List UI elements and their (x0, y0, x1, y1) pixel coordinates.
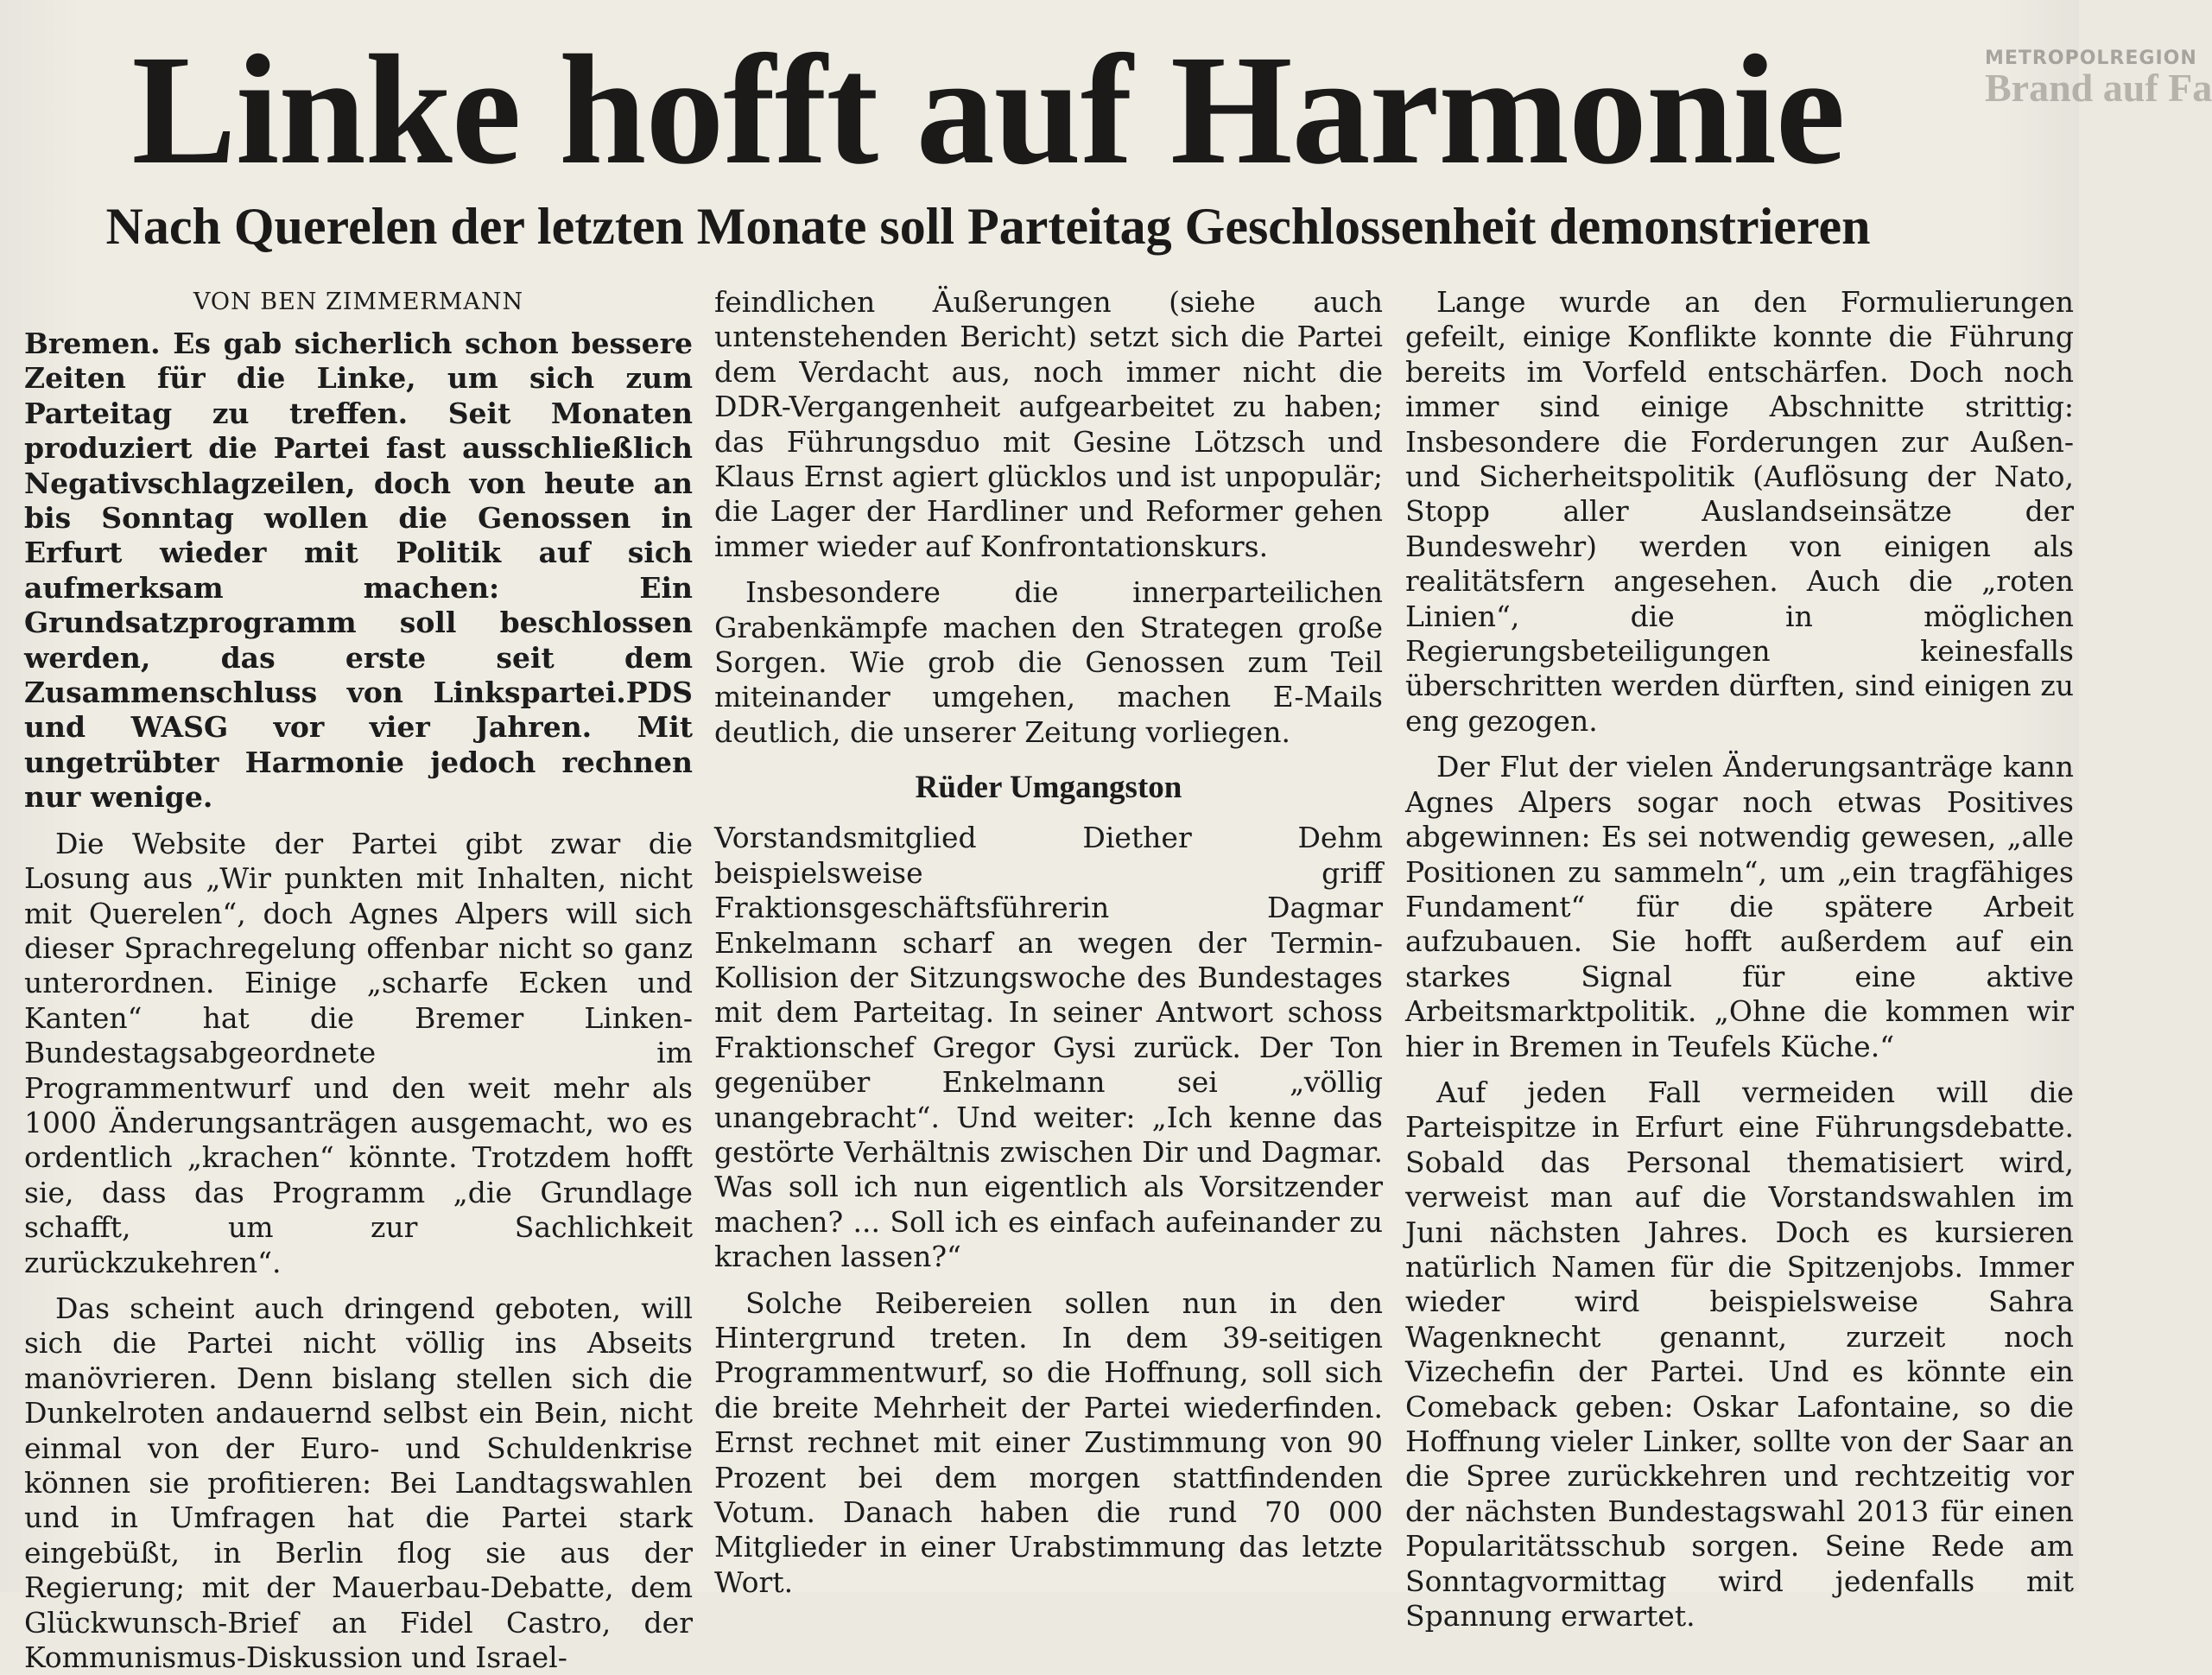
article-paragraph: Die Website der Partei gibt zwar die Losung aus „Wir punkten mit Inhalten, nicht mit Querelen“, doch Agnes Alpers will sich dieser Sprachregelung offenbar nicht so ganz unterordnen. Einige „scharfe Ecken und Kanten“ hat die Bremer Linken-Bundestagsabgeordnete im Programmentwurf und den weit mehr als 1000 Änderungsanträgen ausgemacht, wo es ordentlich „krachen“ könnte. Trotzdem hofft sie, dass das Programm „die Grundlage schafft, um zur Sachlichkeit zurückzukehren“. (24, 826, 693, 1279)
article-paragraph: feindlichen Äußerungen (siehe auch untenstehenden Bericht) setzt sich die Partei dem Verdacht aus, noch immer nicht die DDR-Vergangenheit aufgearbeitet zu haben; das Führungsduo mit Gesine Lötzsch und Klaus Ernst agiert glücklos und ist unpopulär; die Lager der Hardliner und Reformer gehen immer wieder auf Konfrontationskurs. (714, 285, 1383, 563)
adjacent-headline: Brand auf Fa (1985, 66, 2212, 110)
article-subheadline: Nach Querelen der letzten Monate soll Parteitag Geschlossenheit demonstrieren (105, 198, 1871, 255)
article-paragraph: Insbesondere die innerparteilichen Grabenkämpfe machen den Strategen große Sorgen. Wie grob die Genossen zum Teil miteinander umgehen, machen E-Mails deutlich, die unserer Zeitung vorliegen. (714, 575, 1383, 749)
article-intertitle: Rüder Umgangston (915, 770, 1182, 806)
article-lead: Bremen. Es gab sicherlich schon bessere Zeiten für die Linke, um sich zum Parteitag zu treffen. Seit Monaten produziert die Partei fast ausschließlich Negativschlagzeilen, doch von heute an bis Sonntag wollen die Genossen in Erfurt wieder mit Politik auf sich aufmerksam machen: Ein Grundsatzprogramm soll beschlossen werden, das erste seit dem Zusammenschluss von Linkspartei.PDS und WASG vor vier Jahren. Mit ungetrübter Harmonie jedoch rechnen nur wenige. (24, 327, 693, 815)
article-paragraph: Vorstandsmitglied Diether Dehm beispielsweise griff Fraktionsgeschäftsführerin Dagmar Enkelmann scharf an wegen der Termin-Kollision der Sitzungswoche des Bundestages mit dem Parteitag. In seiner Antwort schoss Fraktionschef Gregor Gysi zurück. Der Ton gegenüber Enkelmann sei „völlig unangebracht“. Und weiter: „Ich kenne das gestörte Verhältnis zwischen Dir und Dagmar. Was soll ich nun eigentlich als Vorsitzender machen? ... Soll ich es einfach aufeinander zu krachen lassen?“ (714, 821, 1383, 1274)
article-paragraph: Auf jeden Fall vermeiden will die Parteispitze in Erfurt eine Führungsdebatte. Sobald das Personal thematisiert wird, verweist man auf die Vorstandswahlen im Juni nächsten Jahres. Doch es kursieren natürlich Namen für die Spitzenjobs. Immer wieder wird beispielsweise Sahra Wagenknecht genannt, zurzeit noch Vizechefin der Partei. Und es könnte ein Comeback geben: Oskar Lafontaine, so die Hoffnung vieler Linker, sollte von der Saar an die Spree zurückkehren und rechtzeitig vor der nächsten Bundestagswahl 2013 für einen Popularitätsschub sorgen. Seine Rede am Sonntagvormittag wird jedenfalls mit Spannung erwartet. (1405, 1075, 2074, 1634)
article-paragraph: Das scheint auch dringend geboten, will sich die Partei nicht völlig ins Abseits manövrieren. Denn bislang stellen sich die Dunkelroten andauernd selbst ein Bein, nicht einmal von der Euro- und Schuldenkrise können sie profitieren: Bei Landtagswahlen und in Umfragen hat die Partei stark eingebüßt, in Berlin flog sie aus der Regierung; mit der Mauerbau-Debatte, dem Glückwunsch-Brief an Fidel Castro, der Kommunismus-Diskussion und Israel- (24, 1291, 693, 1675)
article-column-2 (714, 285, 1383, 1599)
article-paragraph: Solche Reibereien sollen nun in den Hintergrund treten. In dem 39-seitigen Programmentwurf, so die Hoffnung, soll sich die breite Mehrheit der Partei wiederfinden. Ernst rechnet mit einer Zustimmung von 90 Prozent bei dem morgen stattfindenden Votum. Danach haben die rund 70 000 Mitglieder in einer Urabstimmung das letzte Wort. (714, 1285, 1383, 1599)
article-headline: Linke hofft auf Harmonie (131, 23, 1845, 197)
article-paragraph: Lange wurde an den Formulierungen gefeilt, einige Konflikte konnte die Führung bereits im Vorfeld entschärfen. Doch noch immer sind einige Abschnitte strittig: Insbesondere die Forderungen zur Außen- und Sicherheitspolitik (Auflösung der Nato, Stopp aller Auslandseinsätze der Bundeswehr) werden von einigen als realitätsfern angesehen. Auch die „roten Linien“, die in möglichen Regierungsbeteiligungen keinesfalls überschritten werden dürften, sind einigen zu eng gezogen. (1405, 285, 2074, 738)
article-column-3 (1405, 285, 2074, 1634)
article-column-1 (24, 285, 693, 1675)
adjacent-department-label: METROPOLREGION (1985, 48, 2197, 69)
article-byline: VON BEN ZIMMERMANN (193, 289, 524, 315)
adjacent-article-strip (1976, 0, 2212, 1592)
article-paragraph: Der Flut der vielen Änderungsanträge kann Agnes Alpers sogar noch etwas Positives abgewinnen: Es sei notwendig gewesen, „alle Positionen zu sammeln“, um „ein tragfähiges Fundament“ für die spätere Arbeit aufzubauen. Sie hofft außerdem auf ein starkes Signal für eine aktive Arbeitsmarktpolitik. „Ohne die kommen wir hier in Bremen in Teufels Küche.“ (1405, 750, 2074, 1063)
